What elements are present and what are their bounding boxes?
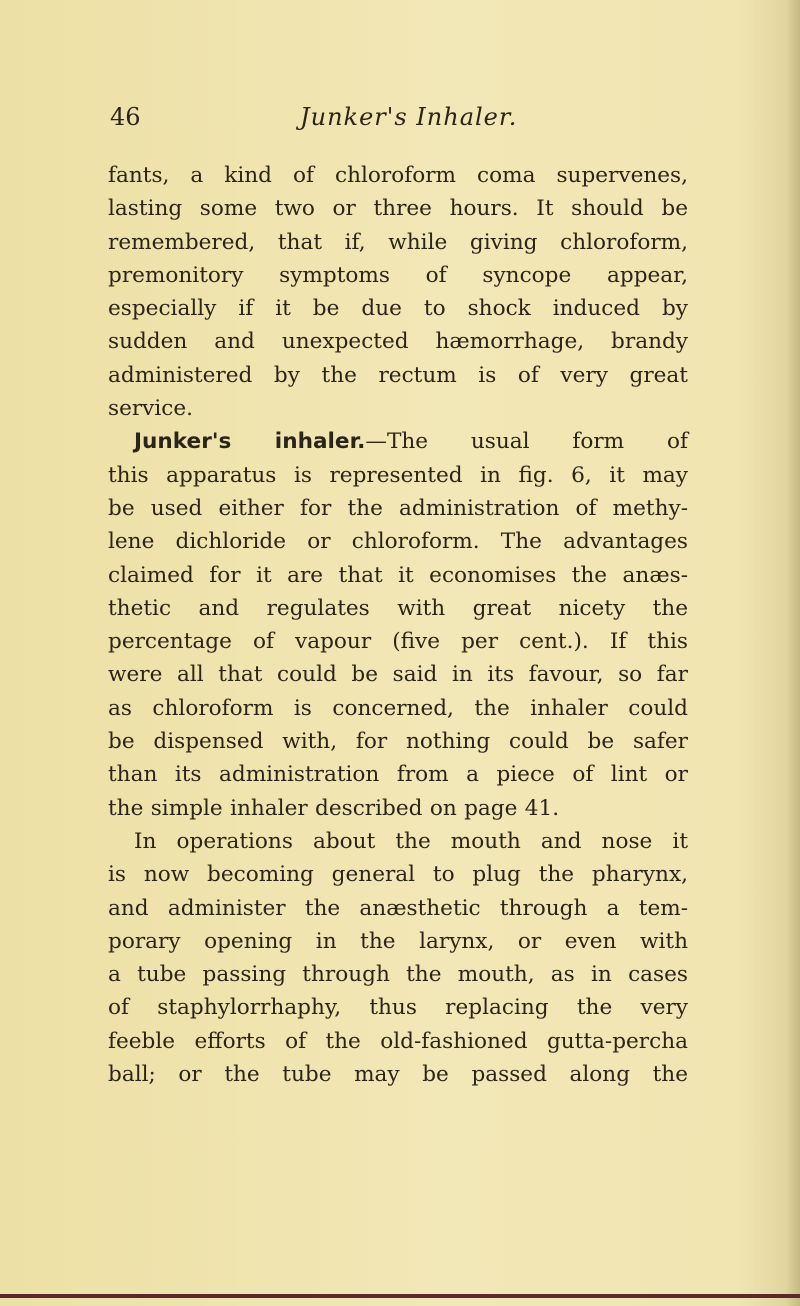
text-line: than its administration from a piece of lint or bbox=[108, 762, 688, 788]
text-line: percentage of vapour (five per cent.). If this bbox=[108, 629, 688, 655]
page-header bbox=[110, 103, 690, 143]
text-line: In operations about the mouth and nose it bbox=[134, 828, 688, 854]
text-line: sudden and unexpected hæmorrhage, brandy bbox=[108, 329, 688, 355]
running-title: Junker's Inhaler. bbox=[300, 103, 518, 131]
text-line: as chloroform is concerned, the inhaler could bbox=[108, 695, 688, 721]
section-heading: Junker's inhaler. bbox=[134, 429, 366, 455]
text-line: claimed for it are that it economises the anæs- bbox=[108, 562, 688, 588]
bottom-edge-rule bbox=[0, 1294, 800, 1298]
text-line: this apparatus is represented in fig. 6, it may bbox=[108, 462, 688, 488]
text-line: the simple inhaler described on page 41. bbox=[108, 795, 560, 821]
text-run: —The usual form of bbox=[365, 429, 688, 455]
body-text bbox=[108, 159, 688, 1091]
section-first-line bbox=[108, 425, 688, 458]
text-line: be dispensed with, for nothing could be safer bbox=[108, 729, 688, 755]
text-line: especially if it be due to shock induced by bbox=[108, 296, 688, 322]
text-line: porary opening in the larynx, or even with bbox=[108, 928, 688, 954]
text-line: be used either for the administration of methy- bbox=[108, 495, 688, 521]
text-line: remembered, that if, while giving chloroform, bbox=[108, 229, 688, 255]
text-line: and administer the anæsthetic through a tem- bbox=[108, 895, 688, 921]
text-line: administered by the rectum is of very great bbox=[108, 362, 688, 388]
page-number: 46 bbox=[110, 103, 141, 131]
text-line: ball; or the tube may be passed along the bbox=[108, 1062, 688, 1088]
text-line: is now becoming general to plug the pharynx, bbox=[108, 862, 688, 888]
text-line: premonitory symptoms of syncope appear, bbox=[108, 262, 688, 288]
text-line: feeble efforts of the old-fashioned gutta-percha bbox=[108, 1028, 688, 1054]
text-line: thetic and regulates with great nicety the bbox=[108, 595, 688, 621]
text-line: were all that could be said in its favour, so far bbox=[108, 662, 688, 688]
page-edge-shadow bbox=[786, 0, 800, 1306]
text-line: a tube passing through the mouth, as in cases bbox=[108, 962, 688, 988]
text-line: lasting some two or three hours. It should be bbox=[108, 196, 688, 222]
text-line: service. bbox=[108, 396, 194, 422]
text-line: fants, a kind of chloroform coma supervenes, bbox=[108, 163, 688, 188]
text-line: lene dichloride or chloroform. The advantages bbox=[108, 529, 688, 555]
text-line: of staphylorrhaphy, thus replacing the very bbox=[108, 995, 688, 1021]
